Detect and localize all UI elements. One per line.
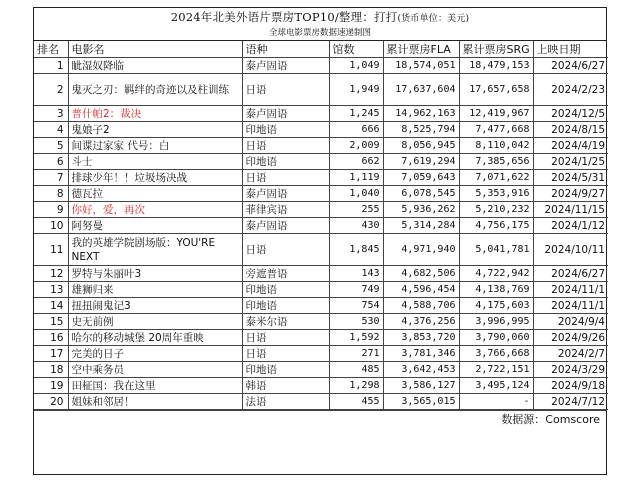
cell-gross-srg: 2,722,151	[459, 362, 533, 378]
cell-language: 菲律宾语	[242, 202, 329, 218]
cell-language: 法语	[242, 394, 329, 410]
cell-release-date: 2024/10/11	[533, 234, 608, 266]
cell-gross-fla: 5,936,262	[383, 202, 459, 218]
table-row	[34, 122, 608, 138]
cell-gross-fla: 17,637,604	[383, 74, 459, 106]
header-gross-srg: 累计票房SRG	[459, 41, 533, 58]
cell-gross-srg: 4,756,175	[459, 218, 533, 234]
cell-gross-srg: 3,495,124	[459, 378, 533, 394]
cell-language: 印地语	[242, 362, 329, 378]
cell-rank: 11	[34, 234, 68, 266]
cell-gross-srg: 12,419,967	[459, 106, 533, 122]
cell-gross-srg: 7,071,622	[459, 170, 533, 186]
header-language: 语种	[242, 41, 329, 58]
cell-gross-srg: 5,041,781	[459, 234, 533, 266]
cell-gross-fla: 8,056,945	[383, 138, 459, 154]
source-row	[34, 410, 606, 429]
cell-rank: 7	[34, 170, 68, 186]
cell-rank: 12	[34, 266, 68, 282]
header-venues: 馆数	[329, 41, 383, 58]
cell-rank: 4	[34, 122, 68, 138]
cell-language: 印地语	[242, 298, 329, 314]
cell-gross-srg: 3,996,995	[459, 314, 533, 330]
cell-rank: 8	[34, 186, 68, 202]
cell-gross-srg: 4,175,603	[459, 298, 533, 314]
cell-title: 阿努曼	[68, 218, 242, 234]
table-row	[34, 170, 608, 186]
cell-title: 斗士	[68, 154, 242, 170]
cell-title: 罗特与朱丽叶3	[68, 266, 242, 282]
table-row	[34, 298, 608, 314]
cell-gross-fla: 18,574,051	[383, 58, 459, 74]
cell-release-date: 2024/9/4	[533, 314, 608, 330]
table-row	[34, 218, 608, 234]
cell-release-date: 2024/9/26	[533, 330, 608, 346]
cell-gross-srg: -	[459, 394, 533, 410]
cell-venues: 143	[329, 266, 383, 282]
table-row	[34, 378, 608, 394]
cell-gross-fla: 3,565,015	[383, 394, 459, 410]
cell-release-date: 2024/11/1	[533, 282, 608, 298]
cell-gross-fla: 3,642,453	[383, 362, 459, 378]
cell-gross-fla: 5,314,284	[383, 218, 459, 234]
cell-rank: 18	[34, 362, 68, 378]
cell-venues: 485	[329, 362, 383, 378]
table-row	[34, 362, 608, 378]
cell-release-date: 2024/11/15	[533, 202, 608, 218]
cell-gross-fla: 4,588,706	[383, 298, 459, 314]
table-row	[34, 282, 608, 298]
cell-release-date: 2024/9/27	[533, 186, 608, 202]
cell-language: 日语	[242, 330, 329, 346]
table-row	[34, 138, 608, 154]
cell-gross-srg: 5,353,916	[459, 186, 533, 202]
cell-release-date: 2024/2/23	[533, 74, 608, 106]
cell-title: 你好，爱，再次	[68, 202, 242, 218]
cell-title: 雄狮归来	[68, 282, 242, 298]
cell-language: 印地语	[242, 122, 329, 138]
cell-rank: 2	[34, 74, 68, 106]
cell-gross-srg: 17,657,658	[459, 74, 533, 106]
cell-venues: 662	[329, 154, 383, 170]
cell-venues: 1,119	[329, 170, 383, 186]
cell-title: 哈尔的移动城堡 20周年重映	[68, 330, 242, 346]
header-rank: 排名	[34, 41, 68, 58]
cell-language: 印地语	[242, 154, 329, 170]
cell-release-date: 2024/3/29	[533, 362, 608, 378]
header-title: 电影名	[68, 41, 242, 58]
sheet-subtitle: 全球电影票房数据速递制图	[34, 27, 606, 41]
box-office-sheet	[33, 7, 607, 475]
cell-release-date: 2024/7/12	[533, 394, 608, 410]
cell-language: 日语	[242, 170, 329, 186]
cell-rank: 17	[34, 346, 68, 362]
cell-release-date: 2024/12/5	[533, 106, 608, 122]
cell-title: 眦湿奴降临	[68, 58, 242, 74]
source-note: 数据源：Comscore	[501, 413, 600, 426]
cell-release-date: 2024/1/12	[533, 218, 608, 234]
cell-release-date: 2024/4/19	[533, 138, 608, 154]
cell-venues: 1,845	[329, 234, 383, 266]
cell-gross-srg: 3,766,668	[459, 346, 533, 362]
cell-venues: 754	[329, 298, 383, 314]
cell-title: 空中乘务员	[68, 362, 242, 378]
cell-title: 田柾国：我在这里	[68, 378, 242, 394]
cell-language: 韩语	[242, 378, 329, 394]
table-row	[34, 234, 608, 266]
cell-gross-fla: 4,596,454	[383, 282, 459, 298]
cell-release-date: 2024/6/27	[533, 266, 608, 282]
title-text: 2024年北美外语片票房TOP10/整理：打打	[170, 10, 398, 24]
cell-language: 泰卢固语	[242, 106, 329, 122]
cell-venues: 530	[329, 314, 383, 330]
cell-venues: 749	[329, 282, 383, 298]
cell-gross-srg: 7,477,668	[459, 122, 533, 138]
cell-rank: 20	[34, 394, 68, 410]
cell-venues: 1,949	[329, 74, 383, 106]
title-unit: (货币单位：美元)	[397, 14, 470, 24]
table-header-row	[34, 41, 608, 58]
cell-rank: 16	[34, 330, 68, 346]
cell-gross-srg: 8,110,042	[459, 138, 533, 154]
cell-language: 泰米尔语	[242, 314, 329, 330]
cell-language: 日语	[242, 74, 329, 106]
cell-title: 完美的日子	[68, 346, 242, 362]
cell-rank: 5	[34, 138, 68, 154]
cell-gross-fla: 4,682,506	[383, 266, 459, 282]
cell-gross-fla: 4,971,940	[383, 234, 459, 266]
cell-rank: 13	[34, 282, 68, 298]
cell-language: 泰卢固语	[242, 218, 329, 234]
table-row	[34, 74, 608, 106]
cell-release-date: 2024/1/25	[533, 154, 608, 170]
cell-venues: 666	[329, 122, 383, 138]
cell-language: 泰卢固语	[242, 186, 329, 202]
cell-language: 日语	[242, 346, 329, 362]
cell-release-date: 2024/9/18	[533, 378, 608, 394]
cell-rank: 3	[34, 106, 68, 122]
table-row	[34, 314, 608, 330]
cell-title: 间谍过家家 代号：白	[68, 138, 242, 154]
cell-venues: 430	[329, 218, 383, 234]
cell-venues: 1,245	[329, 106, 383, 122]
cell-gross-fla: 14,962,163	[383, 106, 459, 122]
cell-language: 泰卢固语	[242, 58, 329, 74]
cell-title: 排球少年！！垃圾场决战	[68, 170, 242, 186]
cell-venues: 1,040	[329, 186, 383, 202]
cell-language: 旁遮普语	[242, 266, 329, 282]
cell-venues: 271	[329, 346, 383, 362]
header-gross-fla: 累计票房FLA	[383, 41, 459, 58]
table-row	[34, 346, 608, 362]
cell-venues: 1,298	[329, 378, 383, 394]
box-office-table	[34, 41, 608, 410]
cell-rank: 14	[34, 298, 68, 314]
cell-release-date: 2024/8/15	[533, 122, 608, 138]
cell-language: 日语	[242, 234, 329, 266]
table-row	[34, 202, 608, 218]
cell-release-date: 2024/6/27	[533, 58, 608, 74]
cell-gross-fla: 3,586,127	[383, 378, 459, 394]
cell-title: 史无前例	[68, 314, 242, 330]
cell-rank: 9	[34, 202, 68, 218]
cell-gross-fla: 8,525,794	[383, 122, 459, 138]
cell-title: 我的英雄学院剧场版：YOU'RE NEXT	[68, 234, 242, 266]
cell-venues: 2,009	[329, 138, 383, 154]
table-row	[34, 394, 608, 410]
header-release-date: 上映日期	[533, 41, 608, 58]
cell-gross-fla: 6,078,545	[383, 186, 459, 202]
table-row	[34, 266, 608, 282]
cell-venues: 1,592	[329, 330, 383, 346]
sheet-title	[34, 8, 606, 27]
cell-rank: 19	[34, 378, 68, 394]
cell-gross-srg: 18,479,153	[459, 58, 533, 74]
table-row	[34, 186, 608, 202]
cell-gross-srg: 5,210,232	[459, 202, 533, 218]
cell-title: 鬼娘子2	[68, 122, 242, 138]
cell-rank: 15	[34, 314, 68, 330]
cell-language: 印地语	[242, 282, 329, 298]
cell-gross-srg: 7,385,656	[459, 154, 533, 170]
cell-gross-srg: 3,790,060	[459, 330, 533, 346]
cell-venues: 455	[329, 394, 383, 410]
table-row	[34, 330, 608, 346]
cell-title: 普什帕2：裁决	[68, 106, 242, 122]
cell-gross-fla: 3,853,720	[383, 330, 459, 346]
cell-gross-fla: 7,619,294	[383, 154, 459, 170]
cell-title: 扭扭闹鬼记3	[68, 298, 242, 314]
table-row	[34, 154, 608, 170]
cell-gross-srg: 4,138,769	[459, 282, 533, 298]
cell-venues: 255	[329, 202, 383, 218]
cell-language: 日语	[242, 138, 329, 154]
cell-gross-fla: 3,781,346	[383, 346, 459, 362]
cell-release-date: 2024/11/1	[533, 298, 608, 314]
cell-release-date: 2024/5/31	[533, 170, 608, 186]
table-body	[34, 58, 608, 410]
cell-rank: 10	[34, 218, 68, 234]
cell-title: 姐妹和邻居！	[68, 394, 242, 410]
cell-gross-fla: 7,059,643	[383, 170, 459, 186]
cell-venues: 1,049	[329, 58, 383, 74]
cell-title: 鬼灭之刃：羁绊的奇迹以及柱训练	[68, 74, 242, 106]
table-row	[34, 58, 608, 74]
cell-gross-srg: 4,722,942	[459, 266, 533, 282]
cell-title: 德瓦拉	[68, 186, 242, 202]
cell-gross-fla: 4,376,256	[383, 314, 459, 330]
cell-release-date: 2024/2/7	[533, 346, 608, 362]
cell-rank: 1	[34, 58, 68, 74]
cell-rank: 6	[34, 154, 68, 170]
table-row	[34, 106, 608, 122]
